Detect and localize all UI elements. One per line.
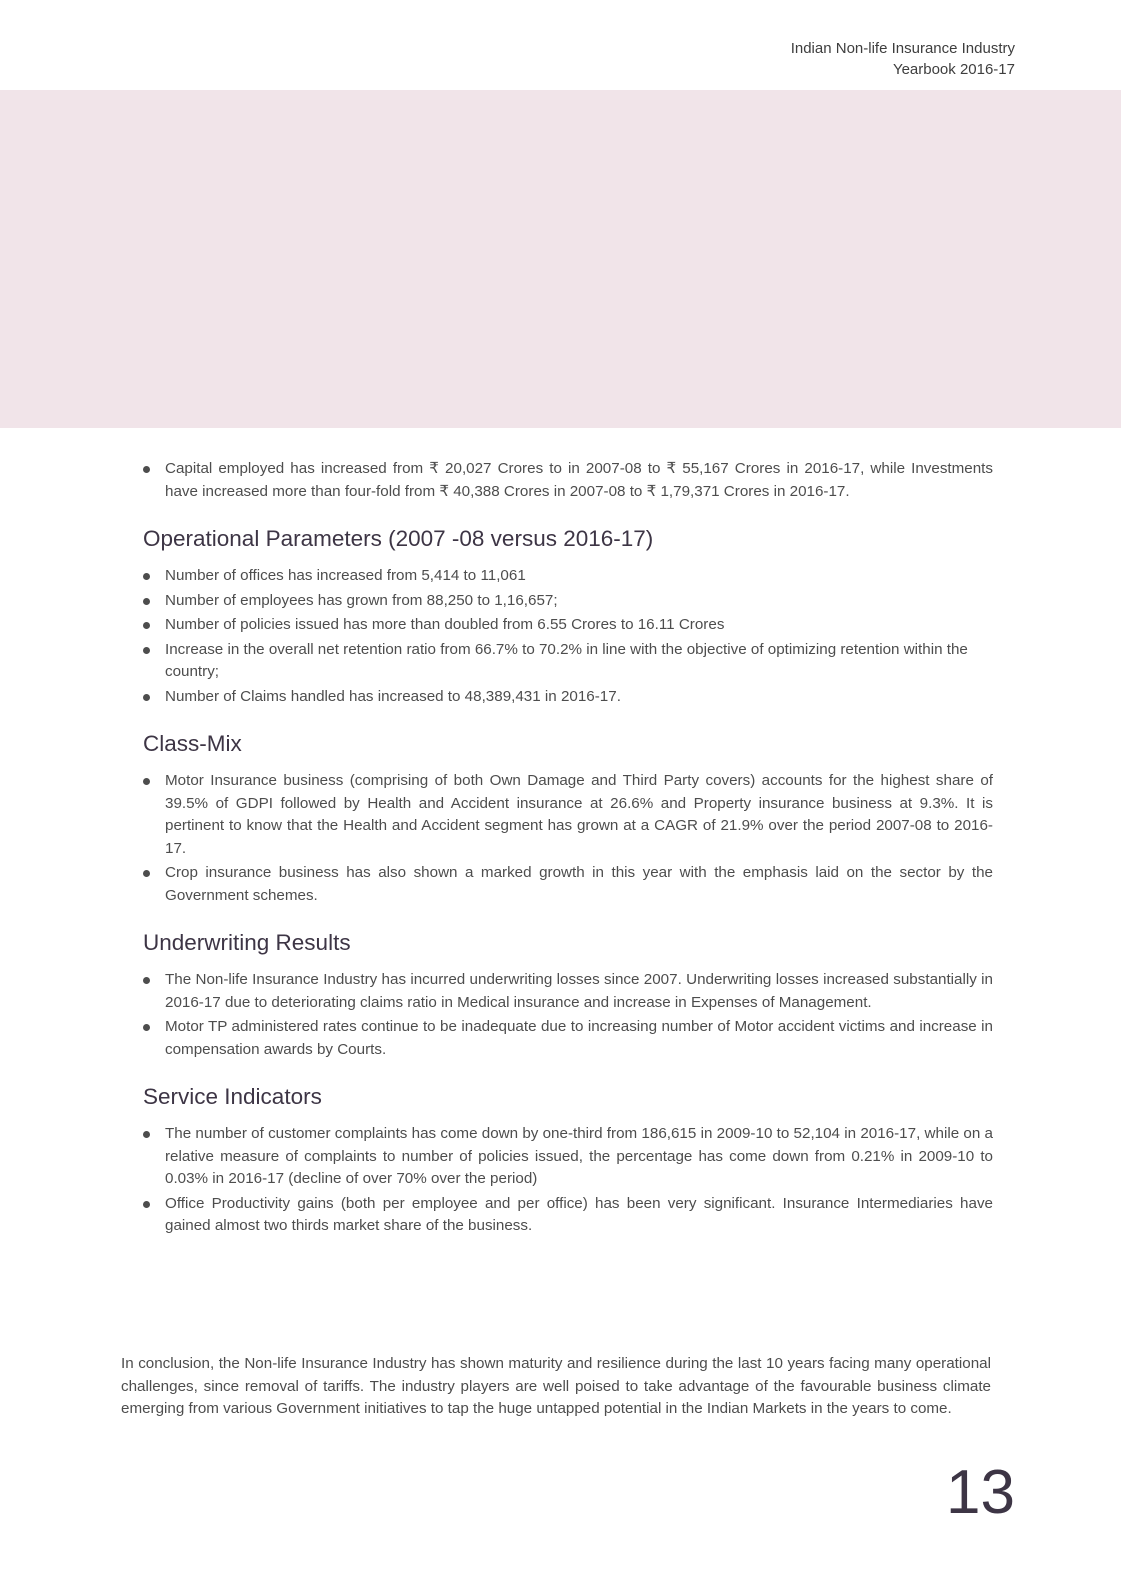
list-item: Number of policies issued has more than doubled from 6.55 Crores to 16.11 Crores bbox=[143, 614, 993, 637]
header-title: Indian Non-life Insurance Industry bbox=[790, 40, 1015, 57]
list-item: Motor TP administered rates continue to be inadequate due to increasing number of Motor accident victims and increase in compensation awards by Courts. bbox=[143, 1016, 993, 1061]
main-content bbox=[143, 458, 993, 1240]
page-number: 13 bbox=[946, 1458, 1015, 1527]
section-heading-class-mix: Class-Mix bbox=[143, 731, 242, 756]
underwriting-results-list bbox=[143, 969, 993, 1061]
list-item: Crop insurance business has also shown a marked growth in this year with the emphasis laid on the sector by the Government schemes. bbox=[143, 862, 993, 907]
section-heading-operational-parameters: Operational Parameters (2007 -08 versus 2016-17) bbox=[143, 526, 654, 551]
list-item: Motor Insurance business (comprising of both Own Damage and Third Party covers) accounts for the highest share of 39.5% of GDPI followed by Health and Accident insurance at 26.6% and Property insurance business at 9.3%. It is pertinent to know that the Health and Accident segment has grown at a CAGR of 21.9% over the period 2007-08 to 2016-17. bbox=[143, 770, 993, 860]
list-item: Capital employed has increased from ₹ 20,027 Crores to in 2007-08 to ₹ 55,167 Crores in 2016-17, while Investments have increased more than four-fold from ₹ 40,388 Crores in 2007-08 to ₹ 1,79,371 Crores in 2016-17. bbox=[143, 458, 993, 503]
section-heading-service-indicators: Service Indicators bbox=[143, 1084, 322, 1109]
section-heading-underwriting-results: Underwriting Results bbox=[143, 930, 351, 955]
header-subtitle: Yearbook 2016-17 bbox=[892, 61, 1015, 78]
list-item: The Non-life Insurance Industry has incurred underwriting losses since 2007. Underwriting losses increased substantially in 2016-17 due to deteriorating claims ratio in Medical insurance and increase in Expenses of Management. bbox=[143, 969, 993, 1014]
list-item: Number of offices has increased from 5,414 to 11,061 bbox=[143, 565, 993, 588]
header-band bbox=[0, 90, 1121, 428]
running-header bbox=[791, 38, 1015, 80]
list-item: Number of Claims handled has increased to 48,389,431 in 2016-17. bbox=[143, 686, 993, 709]
operational-parameters-list bbox=[143, 565, 993, 708]
service-indicators-list bbox=[143, 1123, 993, 1238]
list-item: Increase in the overall net retention ratio from 66.7% to 70.2% in line with the objective of optimizing retention within the country; bbox=[143, 639, 993, 684]
list-item: Number of employees has grown from 88,250 to 1,16,657; bbox=[143, 590, 993, 613]
class-mix-list bbox=[143, 770, 993, 907]
conclusion-paragraph: In conclusion, the Non-life Insurance Industry has shown maturity and resilience during the last 10 years facing many operational challenges, since removal of tariffs. The industry players are well poised to take advantage of the favourable business climate emerging from various Government initiatives to tap the huge untapped potential in the Indian Markets in the years to come. bbox=[121, 1355, 991, 1418]
list-item: Office Productivity gains (both per employee and per office) has been very significant. Insurance Intermediaries have gained almost two thirds market share of the business. bbox=[143, 1193, 993, 1238]
list-item: The number of customer complaints has come down by one-third from 186,615 in 2009-10 to 52,104 in 2016-17, while on a relative measure of complaints to number of policies issued, the percentage has come down from 0.21% in 2009-10 to 0.03% in 2016-17 (decline of over 70% over the period) bbox=[143, 1123, 993, 1191]
intro-bullet-list bbox=[143, 458, 993, 503]
